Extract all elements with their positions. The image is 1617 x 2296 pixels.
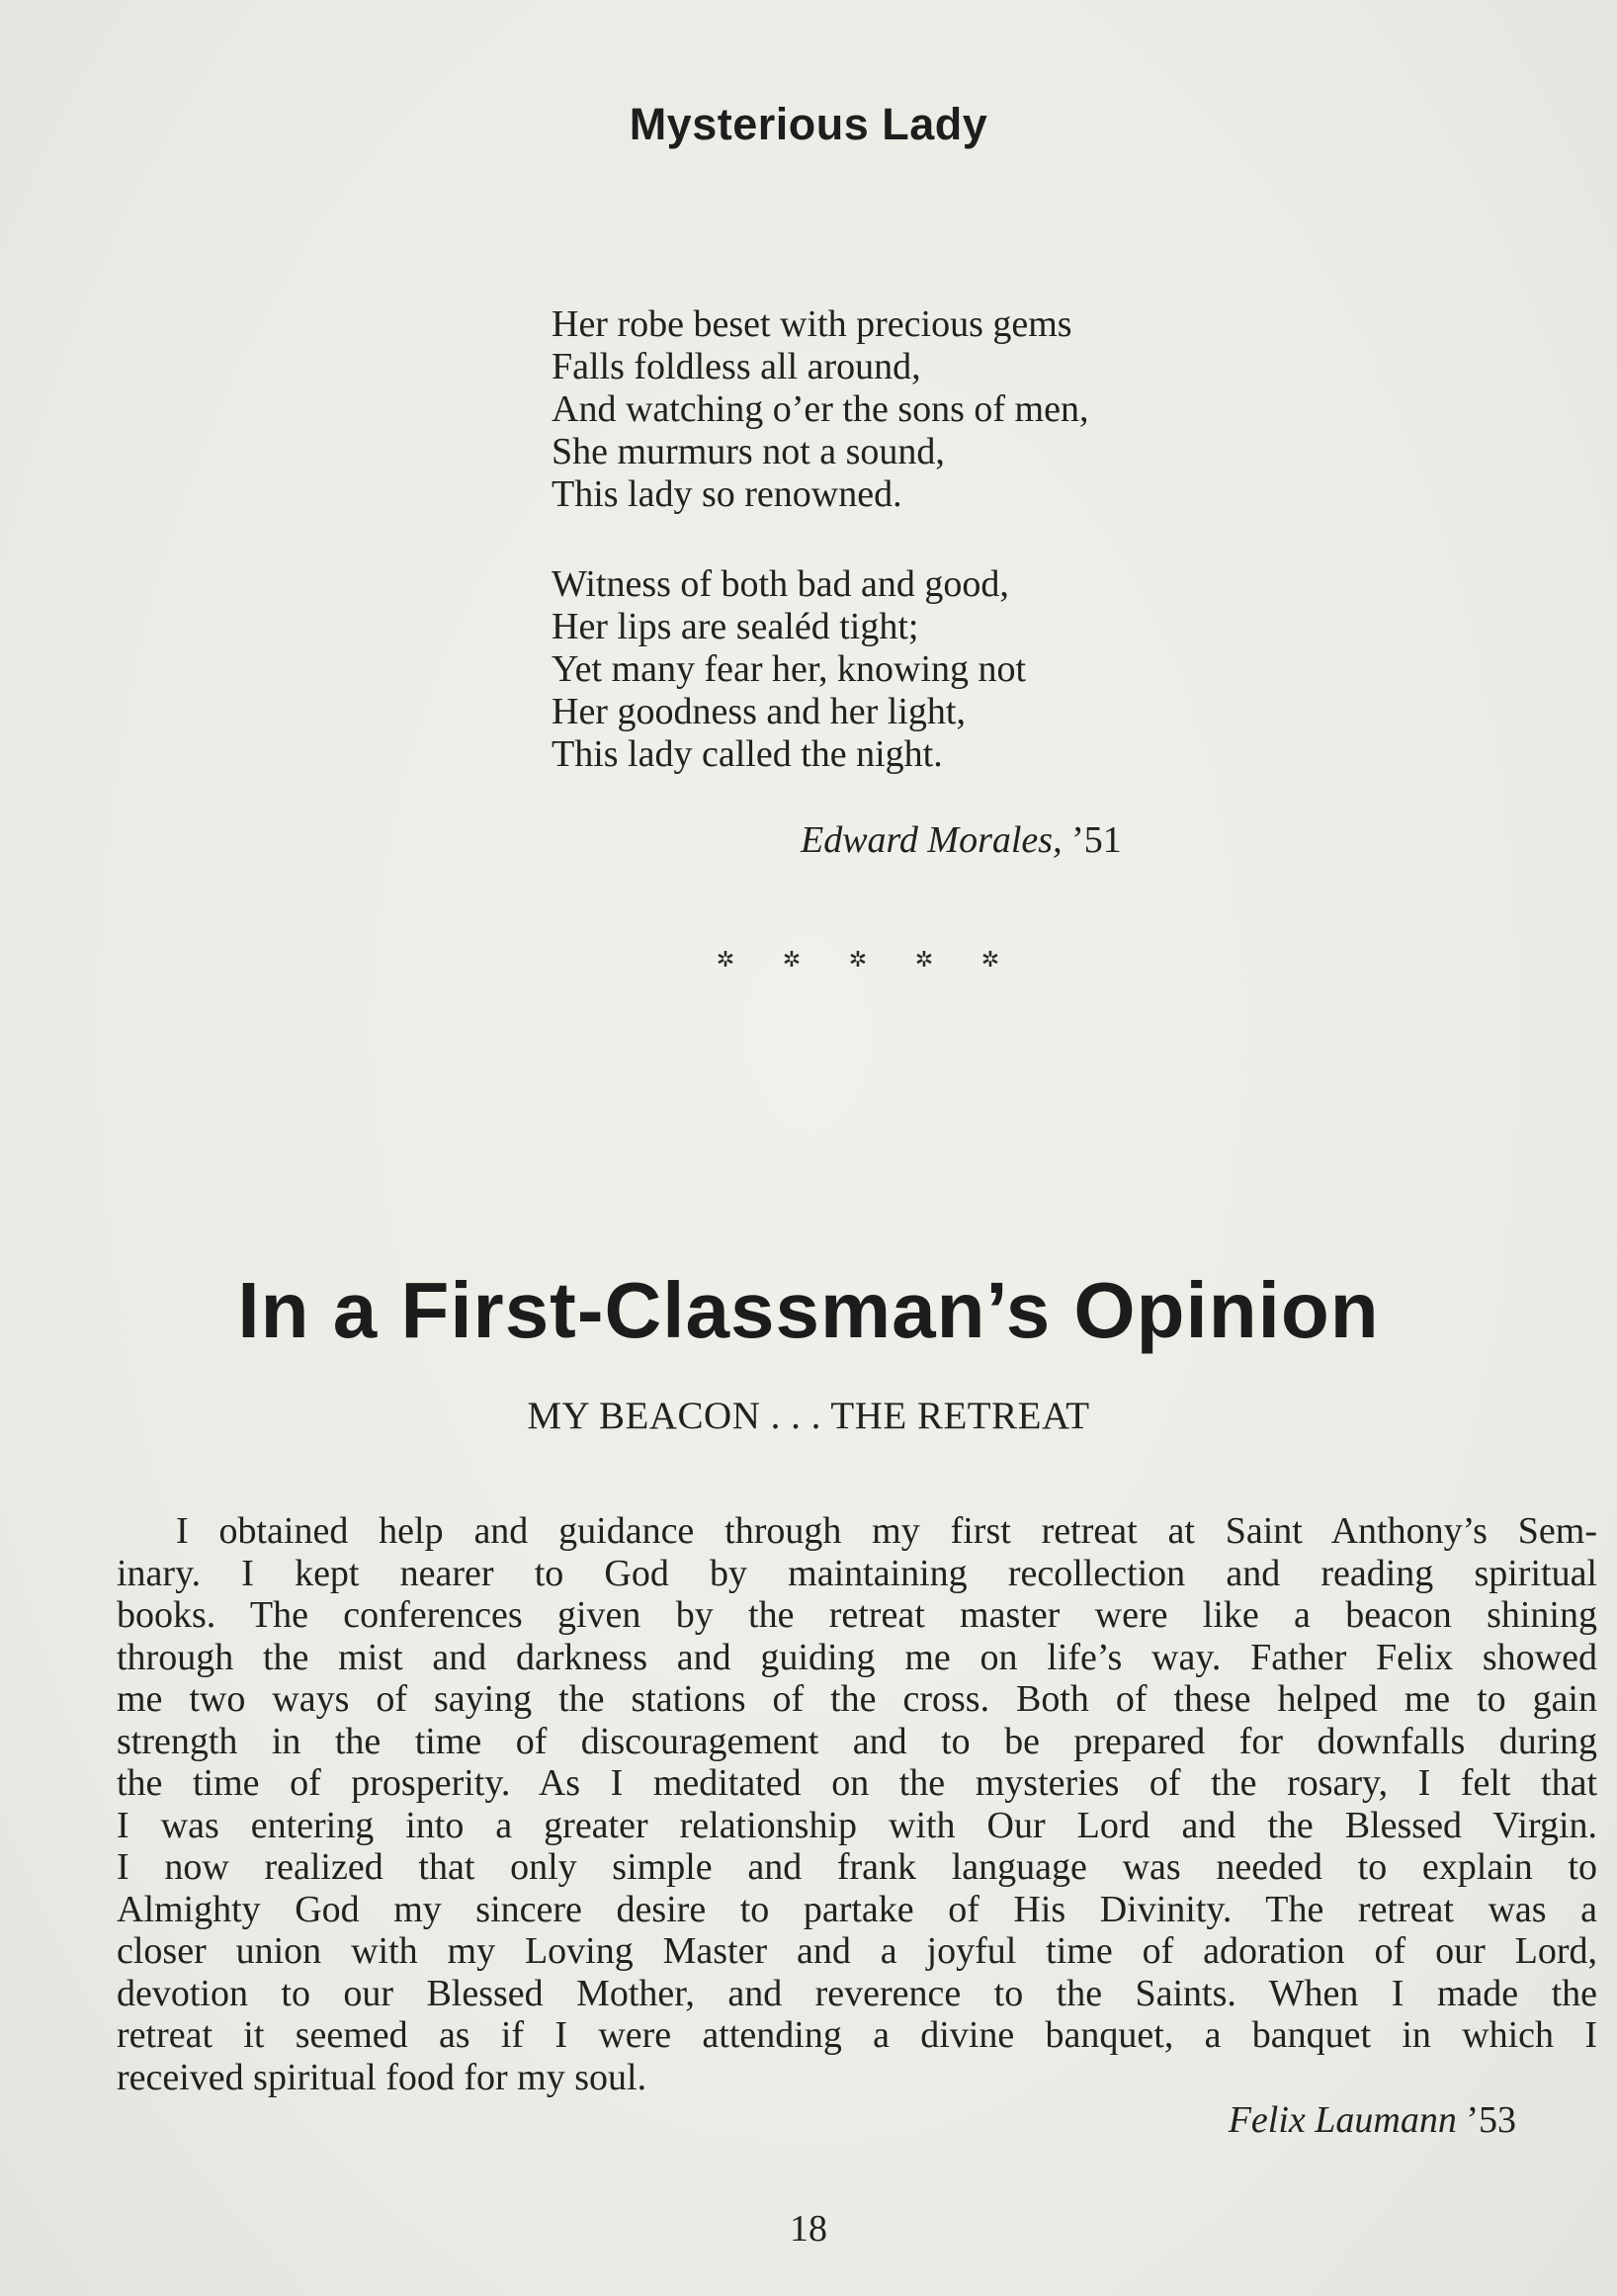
poem-line: Witness of both bad and good, (552, 563, 1009, 605)
essay-line: devotion to our Blessed Mother, and reverence to the Saints. When I made the (117, 1972, 1597, 2014)
essay-line: strength in the time of discouragement and to be prepared for downfalls during (117, 1720, 1597, 1762)
essay-line: received spiritual food for my soul. (117, 2056, 647, 2098)
asterism-icon: ✲ (848, 947, 868, 972)
poem-line: Falls foldless all around, (552, 346, 921, 387)
asterism-icon: ✲ (980, 947, 1000, 972)
poem-author-credit (801, 818, 1122, 862)
poem-stanza-2 (552, 563, 1303, 776)
essay-line: through the mist and darkness and guiding me on life’s way. Father Felix showed (117, 1636, 1597, 1678)
poem-line: And watching o’er the sons of men, (552, 388, 1089, 430)
poem-author-name: Edward Morales, (801, 819, 1063, 861)
essay-line: I was entering into a greater relationship with Our Lord and the Blessed Virgin. (117, 1804, 1597, 1846)
asterism-icon: ✲ (716, 947, 735, 972)
essay-author-name: Felix Laumann (1228, 2099, 1457, 2141)
essay-line: books. The conferences given by the retreat master were like a beacon shining (117, 1594, 1597, 1636)
poem-line: Yet many fear her, knowing not (552, 648, 1027, 690)
essay-line: inary. I kept nearer to God by maintaining recollection and reading spiritual (117, 1552, 1597, 1594)
essay-line: closer union with my Loving Master and a joyful time of adoration of our Lord, (117, 1930, 1597, 1972)
essay-author-year: ’53 (1456, 2099, 1516, 2141)
asterism-icon: ✲ (914, 947, 934, 972)
essay-line: I now realized that only simple and frank language was needed to explain to (117, 1846, 1597, 1888)
poem-stanza-1 (552, 303, 1303, 516)
page-number: 18 (790, 2208, 827, 2250)
poem-author-year: ’51 (1062, 819, 1122, 861)
essay-heading: In a First-Classman’s Opinion (237, 1266, 1380, 1354)
poem-line: Her lips are sealéd tight; (552, 606, 919, 647)
essay-subheading: MY BEACON . . . THE RETREAT (527, 1395, 1090, 1437)
poem-line: This lady so renowned. (552, 473, 902, 515)
essay-line: retreat it seemed as if I were attending a divine banquet, a banquet in which I (117, 2014, 1597, 2056)
essay-line: me two ways of saying the stations of the cross. Both of these helped me to gain (117, 1678, 1597, 1720)
poem-line: Her robe beset with precious gems (552, 303, 1072, 345)
essay-author-credit (1229, 2098, 1516, 2142)
essay-line: the time of prosperity. As I meditated on the mysteries of the rosary, I felt that (117, 1762, 1597, 1804)
essay-line: Almighty God my sincere desire to partake of His Divinity. The retreat was a (117, 1888, 1597, 1930)
section-divider (715, 949, 1001, 971)
poem-line: Her goodness and her light, (552, 691, 966, 732)
poem-line: She murmurs not a sound, (552, 431, 945, 472)
poem-title: Mysterious Lady (629, 99, 988, 149)
essay-line: I obtained help and guidance through my first retreat at Saint Anthony’s Sem- (176, 1510, 1597, 1552)
essay-body (117, 1510, 1597, 2098)
poem-line: This lady called the night. (552, 733, 943, 775)
asterism-icon: ✲ (782, 947, 802, 972)
